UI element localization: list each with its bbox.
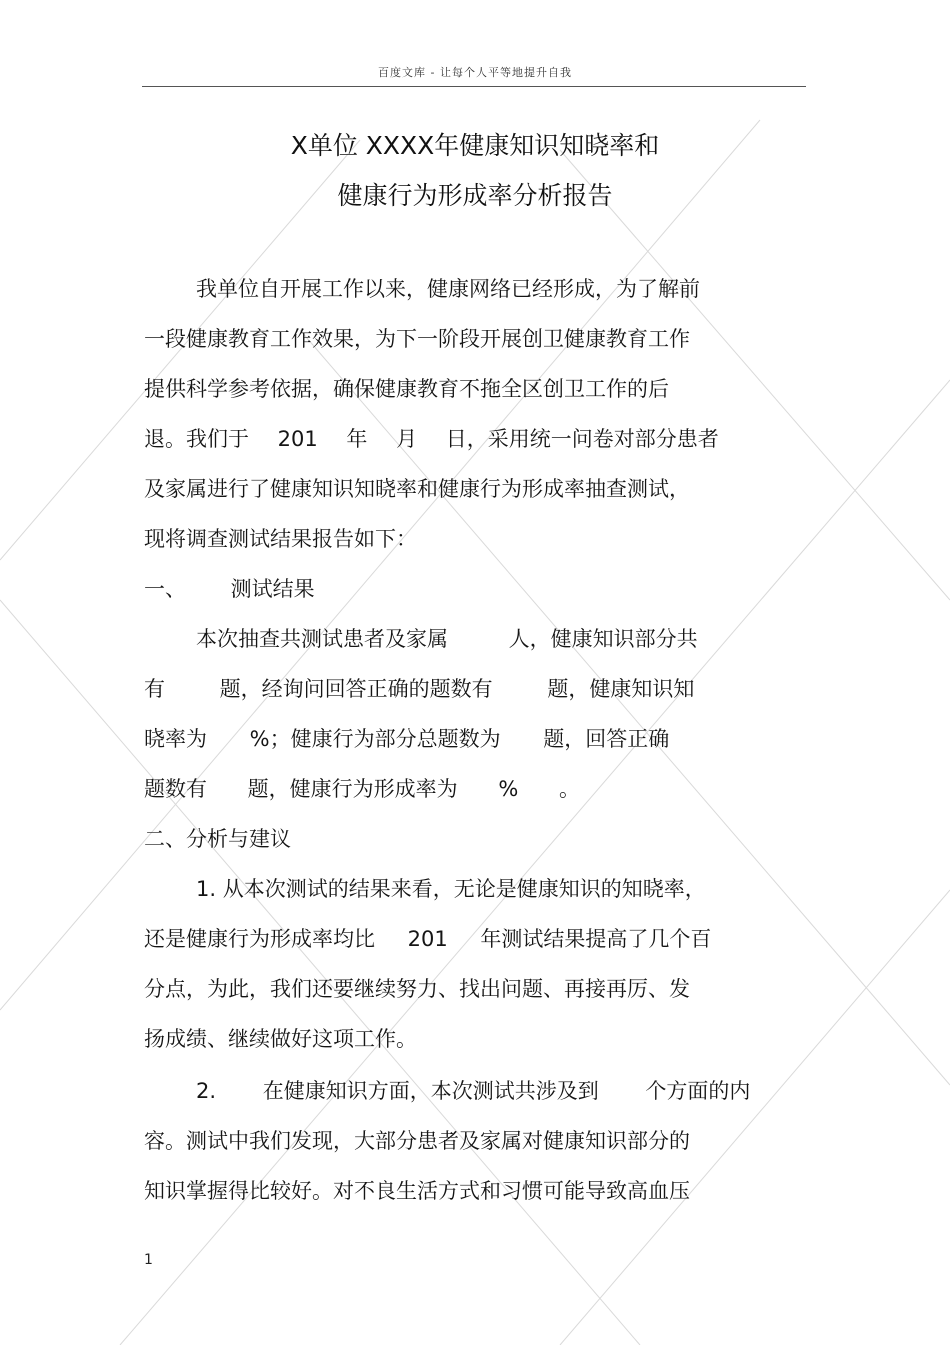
document-title-line-1: X单位 XXXX年健康知识知晓率和 — [290, 131, 660, 160]
page-number: 1 — [144, 1252, 153, 1268]
body-line: 晓率为 %；健康行为部分总题数为 题，回答正确 — [144, 727, 670, 751]
body-line: 一段健康教育工作效果，为下一阶段开展创卫健康教育工作 — [144, 327, 690, 351]
body-line: 分点，为此，我们还要继续努力、找出问题、再接再厉、发 — [144, 977, 690, 1001]
body-line: 还是健康行为形成率均比 201 年测试结果提高了几个百 — [144, 927, 712, 951]
body-line: 提供科学参考依据，确保健康教育不拖全区创卫工作的后 — [144, 377, 669, 401]
body-line: 退。我们于 201 年 月 日，采用统一问卷对部分患者 — [144, 427, 719, 451]
body-line: 及家属进行了健康知识知晓率和健康行为形成率抽查测试， — [144, 477, 690, 501]
header-divider — [142, 86, 806, 87]
body-line: 1. 从本次测试的结果来看，无论是健康知识的知晓率， — [196, 877, 706, 901]
page-header: 百度文库 - 让每个人平等地提升自我 — [378, 66, 572, 79]
body-line: 2. 在健康知识方面，本次测试共涉及到 个方面的内 — [196, 1079, 751, 1103]
body-line: 题数有 题，健康行为形成率为 % 。 — [144, 777, 580, 801]
body-line: 一、 测试结果 — [144, 577, 315, 601]
document-title-line-2: 健康行为形成率分析报告 — [337, 181, 613, 210]
body-line: 扬成绩、继续做好这项工作。 — [144, 1027, 417, 1051]
body-line: 二、分析与建议 — [144, 827, 291, 851]
body-line: 容。测试中我们发现，大部分患者及家属对健康知识部分的 — [144, 1129, 690, 1153]
body-line: 有 题，经询问回答正确的题数有 题，健康知识知 — [144, 677, 695, 701]
body-line: 本次抽查共测试患者及家属 人，健康知识部分共 — [196, 627, 698, 651]
body-line: 我单位自开展工作以来，健康网络已经形成，为了解前 — [196, 277, 700, 301]
body-line: 知识掌握得比较好。对不良生活方式和习惯可能导致高血压 — [144, 1179, 690, 1203]
body-line: 现将调查测试结果报告如下： — [144, 527, 417, 551]
